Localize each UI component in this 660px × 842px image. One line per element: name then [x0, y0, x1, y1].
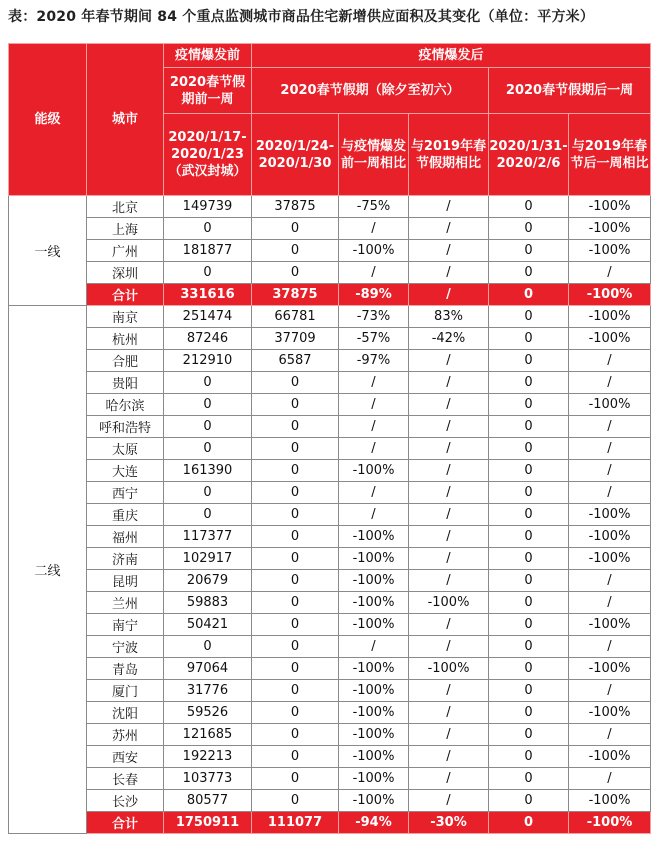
- value-cell: 0: [252, 218, 339, 240]
- total-value: 331616: [164, 284, 252, 306]
- value-cell: /: [569, 724, 651, 746]
- value-cell: 0: [489, 350, 569, 372]
- city-cell: 昆明: [87, 570, 164, 592]
- city-cell: 北京: [87, 196, 164, 218]
- value-cell: /: [409, 394, 489, 416]
- value-cell: 0: [164, 394, 252, 416]
- table-row: [9, 526, 651, 548]
- value-cell: /: [569, 592, 651, 614]
- value-cell: /: [569, 636, 651, 658]
- value-cell: 0: [489, 394, 569, 416]
- city-cell: 青岛: [87, 658, 164, 680]
- value-cell: 0: [489, 328, 569, 350]
- table-row: [9, 702, 651, 724]
- total-value: 111077: [252, 812, 339, 834]
- value-cell: -57%: [339, 328, 409, 350]
- table-row: [9, 328, 651, 350]
- city-cell: 厦门: [87, 680, 164, 702]
- value-cell: /: [409, 350, 489, 372]
- value-cell: /: [409, 460, 489, 482]
- supply-table: [8, 43, 651, 834]
- value-cell: /: [339, 218, 409, 240]
- value-cell: 0: [252, 768, 339, 790]
- value-cell: /: [409, 548, 489, 570]
- value-cell: -100%: [339, 702, 409, 724]
- table-row: [9, 240, 651, 262]
- header-vs-pre: 与疫情爆发前一周相比: [339, 114, 409, 196]
- header-city: 城市: [87, 44, 164, 196]
- total-value: 1750911: [164, 812, 252, 834]
- city-cell: 西安: [87, 746, 164, 768]
- table-row: [9, 482, 651, 504]
- total-row: [9, 812, 651, 834]
- value-cell: /: [409, 790, 489, 812]
- value-cell: 212910: [164, 350, 252, 372]
- value-cell: 161390: [164, 460, 252, 482]
- value-cell: 0: [252, 548, 339, 570]
- value-cell: 192213: [164, 746, 252, 768]
- value-cell: 117377: [164, 526, 252, 548]
- value-cell: -42%: [409, 328, 489, 350]
- city-cell: 深圳: [87, 262, 164, 284]
- city-cell: 南京: [87, 306, 164, 328]
- value-cell: /: [409, 636, 489, 658]
- value-cell: 0: [489, 504, 569, 526]
- value-cell: -75%: [339, 196, 409, 218]
- table-row: [9, 394, 651, 416]
- value-cell: 0: [164, 504, 252, 526]
- value-cell: /: [409, 482, 489, 504]
- value-cell: 37875: [252, 196, 339, 218]
- value-cell: /: [409, 680, 489, 702]
- table-row: [9, 350, 651, 372]
- value-cell: -73%: [339, 306, 409, 328]
- value-cell: 0: [252, 658, 339, 680]
- table-row: [9, 196, 651, 218]
- value-cell: -100%: [569, 702, 651, 724]
- total-label: 合计: [87, 812, 164, 834]
- value-cell: 59526: [164, 702, 252, 724]
- value-cell: -100%: [569, 790, 651, 812]
- value-cell: /: [569, 262, 651, 284]
- total-value: -100%: [569, 812, 651, 834]
- table-row: [9, 768, 651, 790]
- table-row: [9, 438, 651, 460]
- table-row: [9, 614, 651, 636]
- value-cell: -100%: [409, 592, 489, 614]
- header-before: 疫情爆发前: [164, 44, 252, 68]
- value-cell: 0: [164, 438, 252, 460]
- value-cell: -100%: [569, 394, 651, 416]
- header-holiday: 2020春节假期（除夕至初六）: [252, 68, 489, 114]
- city-cell: 西宁: [87, 482, 164, 504]
- value-cell: /: [339, 372, 409, 394]
- value-cell: 0: [252, 570, 339, 592]
- value-cell: /: [569, 416, 651, 438]
- value-cell: /: [569, 372, 651, 394]
- value-cell: -100%: [339, 790, 409, 812]
- value-cell: 251474: [164, 306, 252, 328]
- value-cell: 0: [489, 680, 569, 702]
- value-cell: /: [409, 240, 489, 262]
- value-cell: 83%: [409, 306, 489, 328]
- city-cell: 福州: [87, 526, 164, 548]
- value-cell: -100%: [339, 548, 409, 570]
- header-pre-week: 2020春节假期前一周: [164, 68, 252, 114]
- header-vs-2019-post: 与2019年春节后一周相比: [569, 114, 651, 196]
- city-cell: 南宁: [87, 614, 164, 636]
- city-cell: 长春: [87, 768, 164, 790]
- value-cell: 0: [164, 636, 252, 658]
- level-cell: 一线: [9, 196, 87, 306]
- value-cell: -100%: [569, 548, 651, 570]
- value-cell: 0: [252, 526, 339, 548]
- value-cell: 87246: [164, 328, 252, 350]
- value-cell: -100%: [569, 526, 651, 548]
- value-cell: 31776: [164, 680, 252, 702]
- total-label: 合计: [87, 284, 164, 306]
- value-cell: 0: [489, 548, 569, 570]
- table-row: [9, 680, 651, 702]
- value-cell: 0: [252, 592, 339, 614]
- value-cell: -100%: [339, 724, 409, 746]
- value-cell: -100%: [339, 658, 409, 680]
- value-cell: 50421: [164, 614, 252, 636]
- value-cell: 102917: [164, 548, 252, 570]
- value-cell: 0: [252, 680, 339, 702]
- value-cell: 0: [489, 570, 569, 592]
- value-cell: 0: [164, 372, 252, 394]
- value-cell: 103773: [164, 768, 252, 790]
- city-cell: 苏州: [87, 724, 164, 746]
- value-cell: -100%: [409, 658, 489, 680]
- value-cell: -100%: [339, 526, 409, 548]
- value-cell: 0: [489, 306, 569, 328]
- value-cell: /: [569, 768, 651, 790]
- city-cell: 重庆: [87, 504, 164, 526]
- value-cell: 0: [164, 482, 252, 504]
- value-cell: 0: [489, 196, 569, 218]
- value-cell: -100%: [569, 218, 651, 240]
- value-cell: /: [409, 262, 489, 284]
- value-cell: 0: [252, 724, 339, 746]
- table-row: [9, 460, 651, 482]
- table-row: [9, 262, 651, 284]
- value-cell: /: [409, 372, 489, 394]
- value-cell: -100%: [339, 570, 409, 592]
- value-cell: 0: [489, 372, 569, 394]
- value-cell: 0: [489, 592, 569, 614]
- total-value: -89%: [339, 284, 409, 306]
- city-cell: 宁波: [87, 636, 164, 658]
- city-cell: 兰州: [87, 592, 164, 614]
- value-cell: 0: [489, 460, 569, 482]
- table-row: [9, 548, 651, 570]
- value-cell: 0: [252, 394, 339, 416]
- value-cell: /: [409, 218, 489, 240]
- value-cell: /: [409, 526, 489, 548]
- value-cell: -100%: [339, 680, 409, 702]
- value-cell: 0: [489, 746, 569, 768]
- header-vs-2019: 与2019年春节假期相比: [409, 114, 489, 196]
- value-cell: 0: [252, 614, 339, 636]
- value-cell: -100%: [339, 746, 409, 768]
- header-level: 能级: [9, 44, 87, 196]
- table-header: [9, 44, 651, 196]
- value-cell: 0: [489, 218, 569, 240]
- value-cell: -100%: [569, 614, 651, 636]
- value-cell: 0: [252, 438, 339, 460]
- value-cell: 0: [489, 262, 569, 284]
- table-row: [9, 372, 651, 394]
- value-cell: -100%: [569, 658, 651, 680]
- value-cell: /: [339, 504, 409, 526]
- value-cell: 59883: [164, 592, 252, 614]
- value-cell: 0: [252, 702, 339, 724]
- value-cell: /: [569, 680, 651, 702]
- table-row: [9, 306, 651, 328]
- value-cell: -100%: [339, 614, 409, 636]
- value-cell: 0: [252, 416, 339, 438]
- value-cell: -100%: [569, 306, 651, 328]
- city-cell: 哈尔滨: [87, 394, 164, 416]
- total-value: -94%: [339, 812, 409, 834]
- value-cell: /: [409, 504, 489, 526]
- value-cell: -100%: [339, 768, 409, 790]
- value-cell: /: [409, 614, 489, 636]
- value-cell: /: [339, 438, 409, 460]
- table-row: [9, 746, 651, 768]
- value-cell: 0: [489, 482, 569, 504]
- value-cell: -100%: [569, 196, 651, 218]
- value-cell: 0: [252, 746, 339, 768]
- value-cell: /: [339, 636, 409, 658]
- value-cell: 0: [489, 790, 569, 812]
- value-cell: /: [409, 196, 489, 218]
- value-cell: 20679: [164, 570, 252, 592]
- city-cell: 大连: [87, 460, 164, 482]
- value-cell: /: [409, 724, 489, 746]
- value-cell: 0: [489, 240, 569, 262]
- value-cell: /: [409, 702, 489, 724]
- city-cell: 太原: [87, 438, 164, 460]
- value-cell: /: [339, 262, 409, 284]
- level-cell: 二线: [9, 306, 87, 834]
- value-cell: /: [569, 350, 651, 372]
- value-cell: 0: [489, 614, 569, 636]
- value-cell: /: [569, 460, 651, 482]
- table-row: [9, 504, 651, 526]
- total-value: /: [409, 284, 489, 306]
- value-cell: 0: [489, 702, 569, 724]
- value-cell: /: [339, 416, 409, 438]
- table-row: [9, 218, 651, 240]
- value-cell: /: [569, 570, 651, 592]
- table-row: [9, 724, 651, 746]
- value-cell: -100%: [569, 746, 651, 768]
- value-cell: /: [569, 482, 651, 504]
- value-cell: 181877: [164, 240, 252, 262]
- value-cell: 0: [252, 240, 339, 262]
- table-title: 表：2020 年春节期间 84 个重点监测城市商品住宅新增供应面积及其变化（单位：平方米）: [8, 9, 595, 25]
- value-cell: 121685: [164, 724, 252, 746]
- table-row: [9, 416, 651, 438]
- value-cell: 0: [252, 636, 339, 658]
- value-cell: -97%: [339, 350, 409, 372]
- value-cell: 0: [489, 724, 569, 746]
- value-cell: 149739: [164, 196, 252, 218]
- header-pre-dates: 2020/1/17-2020/1/23（武汉封城）: [164, 114, 252, 196]
- value-cell: 0: [489, 636, 569, 658]
- table-row: [9, 790, 651, 812]
- total-row: [9, 284, 651, 306]
- total-value: 37875: [252, 284, 339, 306]
- header-post-week: 2020春节假期后一周: [489, 68, 651, 114]
- value-cell: /: [409, 570, 489, 592]
- value-cell: 0: [489, 416, 569, 438]
- value-cell: 6587: [252, 350, 339, 372]
- city-cell: 贵阳: [87, 372, 164, 394]
- city-cell: 长沙: [87, 790, 164, 812]
- city-cell: 杭州: [87, 328, 164, 350]
- value-cell: /: [339, 482, 409, 504]
- city-cell: 合肥: [87, 350, 164, 372]
- value-cell: 0: [489, 438, 569, 460]
- value-cell: -100%: [339, 592, 409, 614]
- value-cell: -100%: [569, 240, 651, 262]
- value-cell: 0: [252, 504, 339, 526]
- total-value: -100%: [569, 284, 651, 306]
- value-cell: 0: [489, 768, 569, 790]
- table-row: [9, 636, 651, 658]
- table-row: [9, 658, 651, 680]
- value-cell: /: [409, 416, 489, 438]
- total-value: 0: [489, 812, 569, 834]
- value-cell: -100%: [569, 328, 651, 350]
- header-post-dates: 2020/1/31-2020/2/6: [489, 114, 569, 196]
- header-holiday-dates: 2020/1/24-2020/1/30: [252, 114, 339, 196]
- value-cell: 80577: [164, 790, 252, 812]
- city-cell: 呼和浩特: [87, 416, 164, 438]
- table-row: [9, 570, 651, 592]
- city-cell: 济南: [87, 548, 164, 570]
- table-row: [9, 592, 651, 614]
- value-cell: /: [569, 438, 651, 460]
- total-value: 0: [489, 284, 569, 306]
- value-cell: 0: [164, 218, 252, 240]
- value-cell: -100%: [339, 240, 409, 262]
- city-cell: 上海: [87, 218, 164, 240]
- value-cell: 0: [252, 372, 339, 394]
- value-cell: 97064: [164, 658, 252, 680]
- value-cell: 0: [489, 658, 569, 680]
- value-cell: /: [409, 746, 489, 768]
- value-cell: 0: [252, 460, 339, 482]
- header-after: 疫情爆发后: [252, 44, 651, 68]
- city-cell: 广州: [87, 240, 164, 262]
- value-cell: 0: [252, 790, 339, 812]
- value-cell: -100%: [339, 460, 409, 482]
- value-cell: -100%: [569, 504, 651, 526]
- value-cell: /: [339, 394, 409, 416]
- value-cell: 0: [252, 262, 339, 284]
- value-cell: /: [409, 438, 489, 460]
- value-cell: 0: [489, 526, 569, 548]
- value-cell: 0: [252, 482, 339, 504]
- value-cell: 37709: [252, 328, 339, 350]
- value-cell: /: [409, 768, 489, 790]
- value-cell: 0: [164, 262, 252, 284]
- city-cell: 沈阳: [87, 702, 164, 724]
- value-cell: 0: [164, 416, 252, 438]
- table-body: [9, 196, 651, 834]
- value-cell: 66781: [252, 306, 339, 328]
- total-value: -30%: [409, 812, 489, 834]
